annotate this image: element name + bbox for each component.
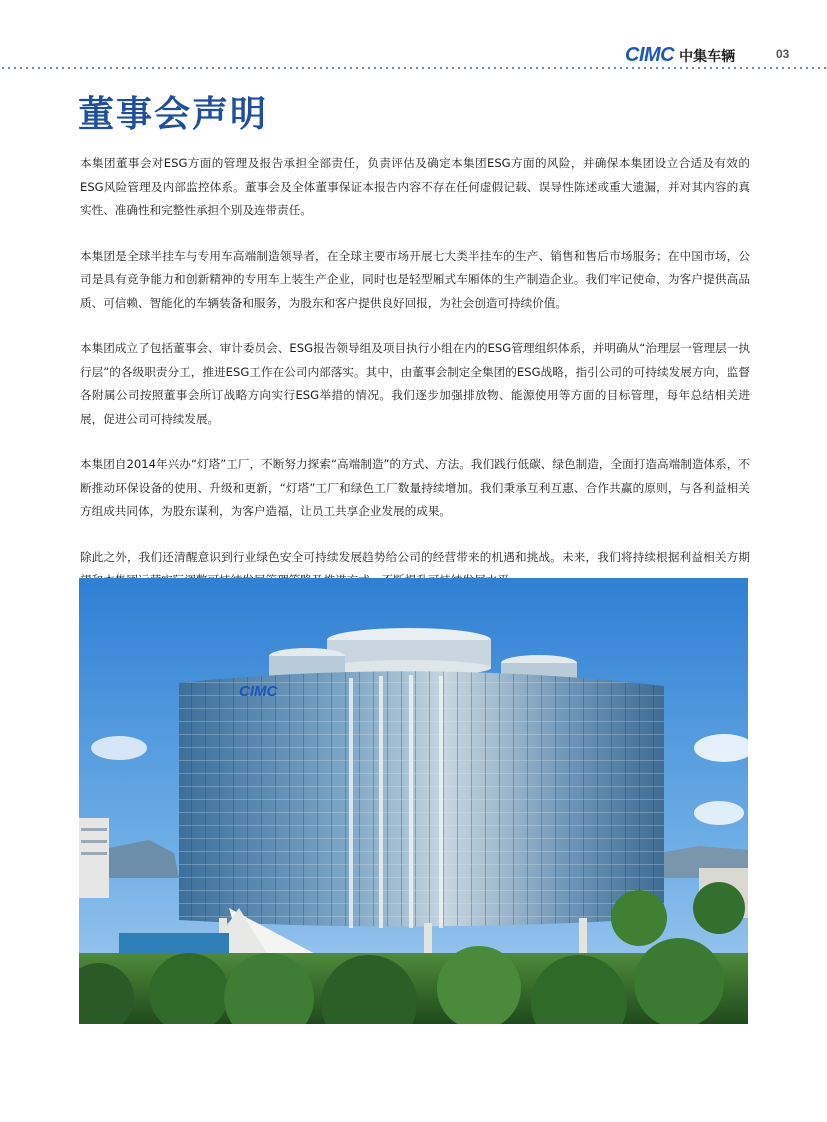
paragraph-2: 本集团是全球半挂车与专用车高端制造领导者，在全球主要市场开展七大类半挂车的生产、销售和售后市场服务；在中国市场，公司是具有竞争能力和创新精神的专用车上装生产企业，同时也是轻型厢式车厢体的生产制造企业。我们牢记使命，为客户提供高品质、可信赖、智能化的车辆装备和服务，为股东和客户提供良好回报，为社会创造可持续价值。: [80, 248, 750, 310]
page-number: 03: [776, 47, 790, 61]
building-sign: CIMC: [239, 683, 278, 700]
paragraph-1: 本集团董事会对ESG方面的管理及报告承担全部责任，负责评估及确定本集团ESG方面的风险，并确保本集团设立合适及有效的ESG风险管理及内部监控体系。董事会及全体董事保证本报告内容不存在任何虚假记载、误导性陈述或重大遗漏，并对其内容的真实性、准确性和完整性承担个别及连带责任。: [80, 156, 750, 217]
page-header: [0, 0, 827, 70]
statement-body: [80, 152, 750, 615]
paragraph-5: 除此之外，我们还清醒意识到行业绿色安全可持续发展趋势给公司的经营带来的机遇和挑战。未来，我们将持续根据利益相关方期: [80, 549, 750, 564]
logo-mark: CIMC: [625, 44, 675, 66]
paragraph-4: 本集团自2014年兴办“灯塔”工厂，不断努力探索“高端制造”的方式、方法。我们践行低碳、绿色制造，全面打造高端制造体系，不断推动环保设备的使用、升级和更新，“灯塔”工厂和绿色工厂数量持续增加。我们秉承互利互惠、合作共赢的原则，与各利益相关方组成共同体，为股东谋利，为客户造福，让员工共享企业发展的成果。: [80, 457, 750, 518]
page-title: 董事会声明: [78, 94, 269, 135]
headquarters-photo: [79, 578, 748, 1024]
dotted-divider: [0, 66, 827, 70]
paragraph-3: 本集团成立了包括董事会、审计委员会、ESG报告领导组及项目执行小组在内的ESG管理组织体系，并明确从“治理层一管理层一执行层”的各级职责分工，推进ESG工作在公司内部落实。其中，由董事会制定全集团的ESG战略，指引公司的可持续发展方向，监督各附属公司按照董事会所订战略方向实行ESG举措的情况。我们逐步加强排放物、能源使用等方面的目标管理，每年总结相关进展，促进公司可持续发展。: [80, 341, 750, 426]
logo-chinese-name: 中集车辆: [679, 48, 736, 65]
cimc-logo: [625, 44, 735, 67]
